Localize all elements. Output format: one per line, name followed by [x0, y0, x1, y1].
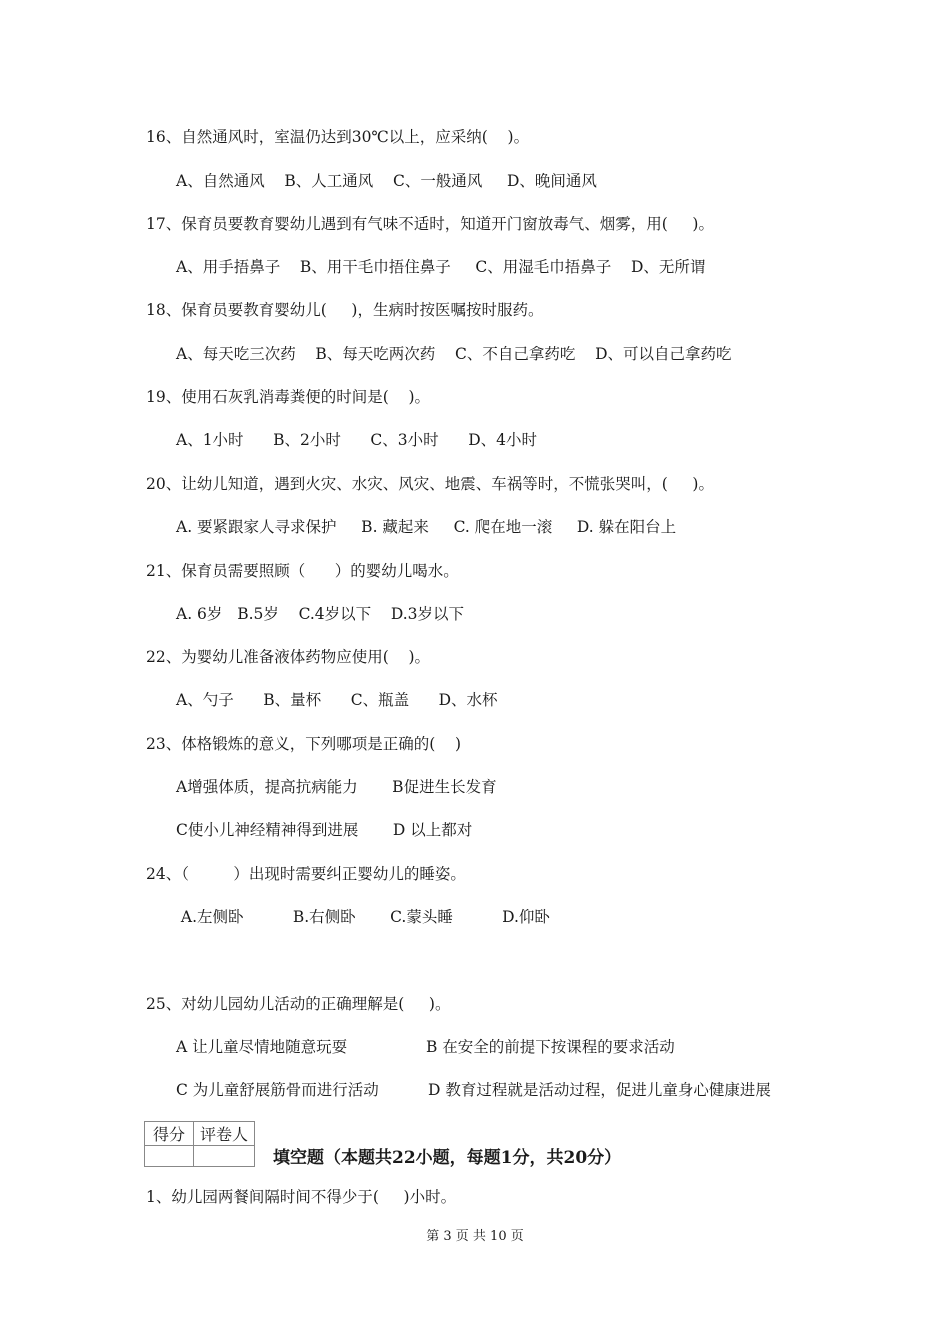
question-stem: 17、保育员要教育婴幼儿遇到有气味不适时，知道开门窗放毒气、烟雾，用( )。 [146, 215, 714, 233]
question-options: A、每天吃三次药 B、每天吃两次药 C、不自己拿药吃 D、可以自己拿药吃 [176, 345, 732, 363]
question-stem: 16、自然通风时，室温仍达到30℃以上，应采纳( )。 [146, 128, 530, 146]
question-options: C使小儿神经精神得到进展 D 以上都对 [176, 821, 473, 839]
question-options: A、勺子 B、量杯 C、瓶盖 D、水杯 [176, 691, 498, 709]
question-stem: 21、保育员需要照顾（ ）的婴幼儿喝水。 [146, 562, 459, 580]
question-stem: 25、对幼儿园幼儿活动的正确理解是( )。 [146, 995, 451, 1013]
score-header: 得分 [145, 1122, 194, 1146]
grader-cell [194, 1146, 255, 1167]
score-cell [145, 1146, 194, 1167]
fill-question: 1、幼儿园两餐间隔时间不得少于( )小时。 [146, 1188, 457, 1206]
grader-header: 评卷人 [194, 1122, 255, 1146]
question-options: A 让儿童尽情地随意玩耍 B 在安全的前提下按课程的要求活动 [176, 1038, 675, 1056]
question-options: A、用手捂鼻子 B、用干毛巾捂住鼻子 C、用湿毛巾捂鼻子 D、无所谓 [176, 258, 706, 276]
question-stem: 19、使用石灰乳消毒粪便的时间是( )。 [146, 388, 431, 406]
section-title: 填空题（本题共22小题，每题1分，共20分） [273, 1148, 622, 1168]
question-options: A. 6岁 B.5岁 C.4岁以下 D.3岁以下 [176, 605, 465, 623]
question-options: A增强体质，提高抗病能力 B促进生长发育 [176, 778, 497, 796]
question-options: A. 要紧跟家人寻求保护 B. 藏起来 C. 爬在地一滚 D. 躲在阳台上 [176, 518, 677, 536]
question-stem: 22、为婴幼儿准备液体药物应使用( )。 [146, 648, 431, 666]
page-number: 第 3 页 共 10 页 [426, 1229, 524, 1244]
question-stem: 20、让幼儿知道，遇到火灾、水灾、风灾、地震、车祸等时，不慌张哭叫，( )。 [146, 475, 714, 493]
question-stem: 24、（ ）出现时需要纠正婴幼儿的睡姿。 [146, 865, 466, 883]
question-options: A、自然通风 B、人工通风 C、一般通风 D、晚间通风 [176, 172, 597, 190]
question-stem: 18、保育员要教育婴幼儿( )，生病时按医嘱按时服药。 [146, 301, 544, 319]
question-options: A、1小时 B、2小时 C、3小时 D、4小时 [176, 431, 538, 449]
question-stem: 23、体格锻炼的意义，下列哪项是正确的( ) [146, 735, 462, 753]
score-table [144, 1121, 255, 1167]
question-options: A.左侧卧 B.右侧卧 C.蒙头睡 D.仰卧 [176, 908, 550, 926]
question-options: C 为儿童舒展筋骨而进行活动 D 教育过程就是活动过程，促进儿童身心健康进展 [176, 1081, 771, 1099]
